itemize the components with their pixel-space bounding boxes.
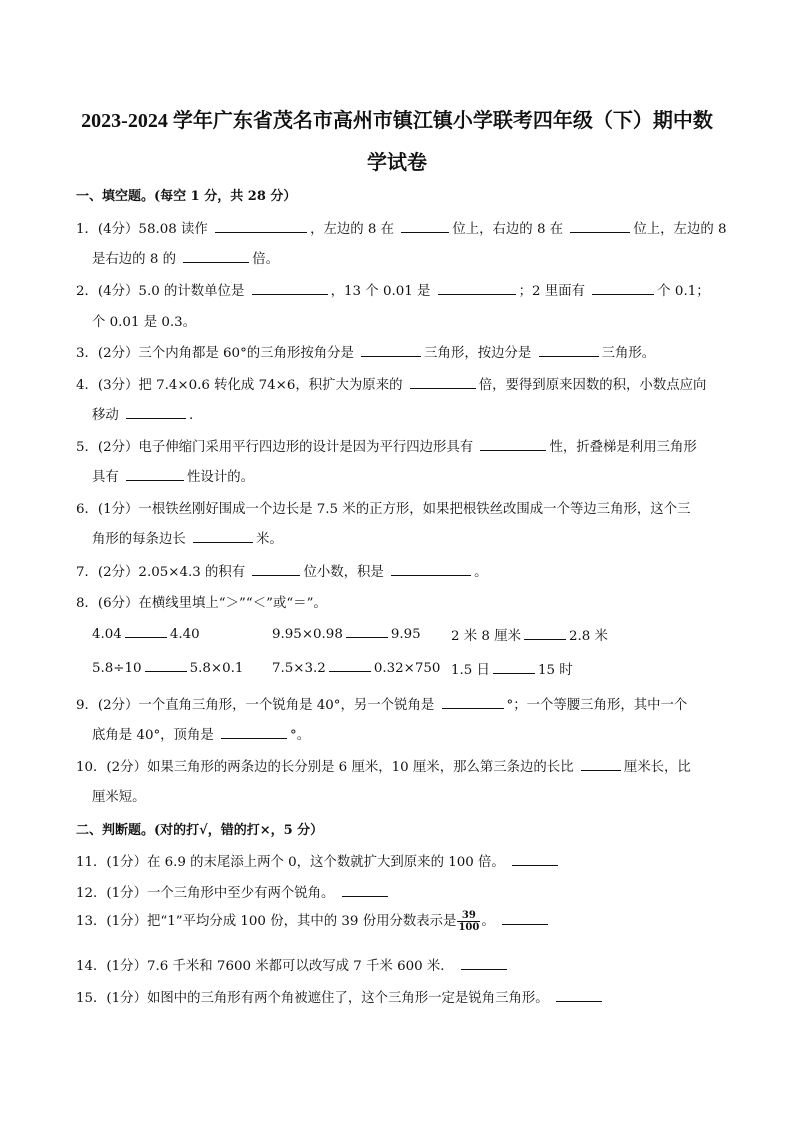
question-7	[76, 561, 487, 580]
answer-blank[interactable]	[539, 344, 599, 357]
fraction-39-100	[457, 910, 480, 933]
answer-blank[interactable]	[215, 220, 307, 233]
q2-text-a: 2．(4分）5.0 的计数单位是	[76, 284, 245, 299]
q1-text-a: 1．(4分）58.08 读作	[76, 222, 208, 237]
q3-text-a: 3．(2分）三个内角都是 60°的三角形按角分是	[76, 346, 354, 361]
question-14	[76, 955, 510, 974]
q13-text-b: 。	[481, 914, 495, 929]
answer-blank[interactable]	[592, 282, 654, 295]
answer-blank[interactable]	[125, 625, 167, 638]
answer-blank[interactable]	[461, 957, 507, 970]
answer-blank[interactable]	[410, 376, 476, 389]
q8-left: 5.8÷10	[92, 661, 142, 676]
answer-blank[interactable]	[361, 344, 421, 357]
answer-blank[interactable]	[126, 406, 186, 419]
q6-text-a: 6．(1分）一根铁丝刚好围成一个边长是 7.5 米的正方形，如果把根铁丝改围成一个等边三角形，这个三	[76, 502, 691, 517]
q2-text-b: ，13 个 0.01 是	[330, 284, 431, 299]
q7-text-a: 7．(2分）2.05×4.3 的积有	[76, 565, 246, 580]
q2-text-c: ；2 里面有	[518, 284, 586, 299]
q1-text-f: 倍。	[252, 252, 280, 267]
answer-blank[interactable]	[401, 220, 449, 233]
answer-blank[interactable]	[252, 282, 328, 295]
question-2-line2	[92, 311, 196, 330]
answer-blank[interactable]	[502, 912, 548, 925]
q4-text-a: 4．(3分）把 7.4×0.6 转化成 74×6，积扩大为原来的	[76, 378, 403, 393]
q10-text-b: 厘米长，比	[623, 760, 691, 775]
q6-text-b: 角形的每条边长	[92, 532, 186, 547]
q4-text-c: 移动	[92, 408, 119, 423]
answer-blank[interactable]	[329, 659, 371, 672]
exam-title-line2: 学试卷	[367, 152, 427, 174]
question-1-line1	[76, 218, 727, 237]
q8-left: 1.5 日	[451, 663, 490, 678]
q6-text-c: 米。	[256, 532, 283, 547]
q4-text-b: 倍，要得到原来因数的积，小数点应向	[478, 378, 707, 393]
q1-text-c: 位上，右边的 8 在	[452, 222, 564, 237]
q3-text-c: 三角形。	[601, 346, 656, 361]
answer-blank[interactable]	[480, 438, 546, 451]
q8-compare-1	[92, 625, 200, 642]
question-1-line2	[92, 248, 279, 267]
q8-left: 7.5×3.2	[272, 661, 326, 676]
q2-text-e: 个 0.01 是 0.3。	[92, 315, 197, 330]
q8-text-a: 8．(6分）在横线里填上“＞”“＜”或“＝”。	[76, 596, 327, 611]
question-4-line1	[76, 374, 706, 393]
question-9-line2	[92, 724, 310, 743]
answer-blank[interactable]	[252, 563, 300, 576]
answer-blank[interactable]	[581, 758, 621, 771]
q8-right: 4.40	[169, 627, 200, 642]
q8-compare-6	[451, 659, 573, 678]
answer-blank[interactable]	[342, 884, 388, 897]
q9-text-a: 9．(2分）一个直角三角形，一个锐角是 40°，另一个锐角是	[76, 698, 435, 713]
question-5-line2	[92, 466, 254, 485]
q9-text-d: °。	[290, 728, 311, 743]
question-13	[76, 910, 551, 933]
q7-text-b: 位小数，积是	[303, 565, 384, 580]
fraction-numerator: 39	[457, 910, 480, 922]
q1-text-e: 是右边的 8 的	[92, 252, 176, 267]
q8-right: 5.8×0.1	[189, 661, 244, 676]
q8-left: 4.04	[92, 627, 122, 642]
section-fill-blank-heading: 一、填空题。(每空 1 分，共 28 分）	[76, 189, 297, 204]
answer-blank[interactable]	[512, 853, 558, 866]
q8-left: 2 米 8 厘米	[451, 629, 521, 644]
answer-blank[interactable]	[556, 989, 602, 1002]
fraction-denominator: 100	[458, 922, 480, 933]
question-5-line1	[76, 436, 697, 455]
q8-right: 9.95	[390, 627, 421, 642]
q5-text-d: 性设计的。	[187, 470, 254, 485]
q9-text-c: 底角是 40°，顶角是	[92, 728, 214, 743]
question-3	[76, 342, 655, 361]
q8-left: 9.95×0.98	[272, 627, 343, 642]
answer-blank[interactable]	[193, 530, 253, 543]
q3-text-b: 三角形，按边分是	[424, 346, 532, 361]
q7-text-c: 。	[474, 565, 488, 580]
section-true-false-heading: 二、判断题。(对的打√，错的打×，5 分）	[76, 823, 324, 838]
answer-blank[interactable]	[145, 659, 187, 672]
q8-right: 0.32×750	[373, 661, 441, 676]
question-11	[76, 851, 561, 870]
answer-blank[interactable]	[126, 468, 184, 481]
answer-blank[interactable]	[183, 250, 249, 263]
answer-blank[interactable]	[493, 661, 535, 674]
question-8	[76, 592, 327, 611]
answer-blank[interactable]	[524, 627, 566, 640]
answer-blank[interactable]	[442, 696, 504, 709]
q1-text-d: 位上，左边的 8	[633, 222, 727, 237]
question-15	[76, 987, 605, 1006]
question-2-line1	[76, 280, 710, 299]
question-10-line2	[92, 786, 146, 805]
q10-text-a: 10．(2分）如果三角形的两条边的长分别是 6 厘米，10 厘米，那么第三条边的长比	[76, 760, 574, 775]
question-9-line1	[76, 694, 687, 713]
question-6-line2	[92, 528, 283, 547]
q8-compare-5	[272, 659, 440, 676]
q8-right: 15 时	[537, 663, 573, 678]
question-10-line1	[76, 756, 691, 775]
q5-text-b: 性，折叠梯是利用三角形	[549, 440, 697, 455]
answer-blank[interactable]	[221, 726, 287, 739]
q11-text: 11．(1分）在 6.9 的末尾添上两个 0，这个数就扩大到原来的 100 倍。	[76, 855, 505, 870]
question-12	[76, 882, 391, 901]
exam-title-line1: 2023-2024 学年广东省茂名市高州市镇江镇小学联考四年级（下）期中数	[81, 110, 713, 132]
q14-text: 14．(1分）7.6 千米和 7600 米都可以改写成 7 千米 600 米．	[76, 959, 454, 974]
q2-text-d: 个 0.1；	[657, 284, 710, 299]
question-6-line1	[76, 498, 690, 517]
q1-text-b: ，左边的 8 在	[310, 222, 395, 237]
q12-text: 12．(1分）一个三角形中至少有两个锐角。	[76, 886, 335, 901]
q8-compare-2	[272, 625, 421, 642]
q4-text-d: .	[189, 408, 194, 423]
q8-compare-3	[451, 625, 608, 644]
answer-blank[interactable]	[570, 220, 630, 233]
answer-blank[interactable]	[391, 563, 471, 576]
q5-text-c: 具有	[92, 470, 119, 485]
q5-text-a: 5．(2分）电子伸缩门采用平行四边形的设计是因为平行四边形具有	[76, 440, 474, 455]
answer-blank[interactable]	[346, 625, 388, 638]
q13-text-a: 13．(1分）把“1”平均分成 100 份，其中的 39 份用分数表示是	[76, 914, 457, 929]
answer-blank[interactable]	[438, 282, 516, 295]
question-4-line2	[92, 404, 193, 423]
q10-text-c: 厘米短。	[92, 790, 146, 805]
q9-text-b: °；一个等腰三角形，其中一个	[506, 698, 688, 713]
q15-text: 15．(1分）如图中的三角形有两个角被遮住了，这个三角形一定是锐角三角形。	[76, 991, 549, 1006]
q8-right: 2.8 米	[568, 629, 608, 644]
q8-compare-4	[92, 659, 243, 676]
